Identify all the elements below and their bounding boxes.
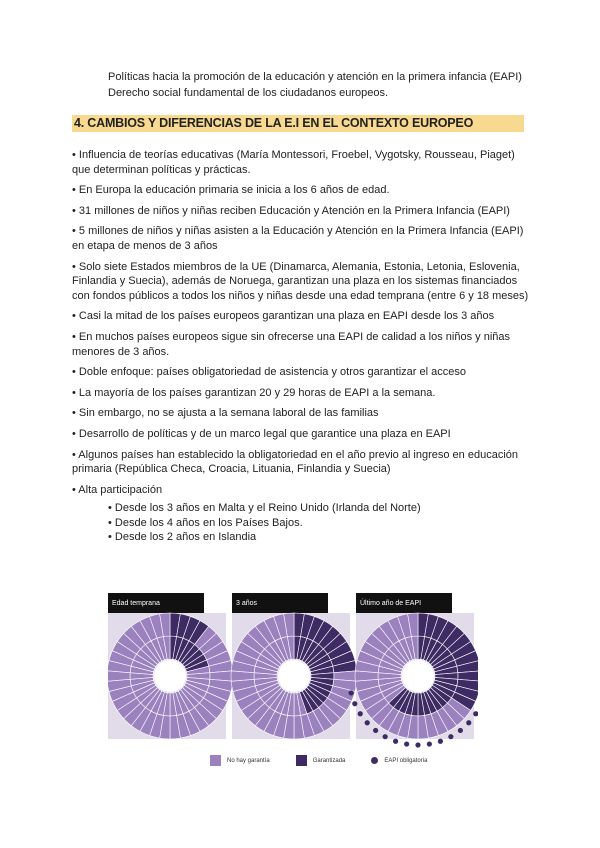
compulsory-dot [393,739,398,744]
legend-swatch-light [210,755,221,766]
legend-item-guaranteed [296,755,346,766]
legend-label: Garantizada [312,757,346,764]
compulsory-dot [448,734,453,739]
compulsory-dot [349,690,354,695]
compulsory-dot [383,734,388,739]
section-heading: 4. CAMBIOS Y DIFERENCIAS DE LA E.I EN EL CONTEXTO EUROPEO [72,115,524,132]
bullet-item: • Casi la mitad de los países europeos garantizan una plaza en EAPI desde los 3 años [72,310,495,323]
bullet-item: • En Europa la educación primaria se inicia a los 6 años de edad. [72,184,390,197]
legend-label: No hay garantía [227,757,270,764]
bullet-item: • Influencia de teorías educativas (María Montessori, Froebel, Vygotsky, Rousseau, Piaget) que determinan políticas y prácticas. [72,149,515,176]
wheel-panel-2 [231,593,357,739]
intro-line-2: Derecho social fundamental de los ciudadanos europeos. [108,86,389,99]
bullet-item: • Algunos países han establecido la obligatoriedad en el año previo al ingreso en educación primaria (República Checa, Croacia, Lituania, Finlandia y Suecia) [72,448,518,476]
panel-title: Último año de EAPI [360,600,422,607]
compulsory-dot [358,711,363,716]
compulsory-dot [415,742,420,747]
legend-dot [371,757,378,764]
compulsory-dot [365,720,370,725]
eapi-wheel-charts [108,590,478,770]
chart-legend [210,755,453,766]
panel-title: Edad temprana [112,600,160,607]
legend-swatch-dark [296,755,307,766]
bullet-item: • Doble enfoque: países obligatoriedad de asistencia y otros garantizar el acceso [72,366,466,379]
bullet-item: • 5 millones de niños y niñas asisten a la Educación y Atención en la Primera Infancia (EAPI) en etapa de menos de 3 años [72,225,524,252]
bullet-item: • En muchos países europeos sigue sin ofrecerse una EAPI de calidad a los niños y niñas menores de 3 años. [72,330,510,358]
legend-item-compulsory [371,757,427,764]
legend-item-no-guarantee [210,755,270,766]
compulsory-dot [404,741,409,746]
bullet-item: • Alta participación [72,483,163,496]
intro-line-1: Políticas hacia la promoción de la educación y atención en la primera infancia (EAPI) [108,71,522,83]
bullet-list [72,148,532,545]
panel-title: 3 años [236,600,258,607]
bullet-item: • Desarrollo de políticas y de un marco legal que garantice una plaza en EAPI [72,427,451,440]
wheel-center [278,660,310,692]
wheel-center [402,660,434,692]
sub-bullet-list [108,501,532,545]
sub-bullet-item: • Desde los 2 años en Islandia [108,531,257,544]
wheel-center [154,660,186,692]
compulsory-dot [466,720,471,725]
compulsory-dot [373,728,378,733]
sub-bullet-item: • Desde los 4 años en los Países Bajos. [108,516,303,529]
bullet-item: • Solo siete Estados miembros de la UE (Dinamarca, Alemania, Estonia, Letonia, Eslovenia, Finlandia y Suecia), además de Noruega, garantizan una plaza en los sistemas financiados con fondos públicos a todos los niños y niñas desde una edad temprana (entre 6 y 18 meses) [72,260,529,302]
bullet-item: • 31 millones de niños y niñas reciben Educación y Atención en la Primera Infancia (EAPI) [72,204,510,217]
compulsory-dot [438,739,443,744]
legend-label: EAPI obligatoria [384,757,428,764]
bullet-item: • La mayoría de los países garantizan 20 y 29 horas de EAPI a la semana. [72,386,436,399]
sub-bullet-item: • Desde los 3 años en Malta y el Reino Unido (Irlanda del Norte) [108,502,421,515]
intro-text [108,70,522,101]
compulsory-dot [458,728,463,733]
compulsory-dot [427,741,432,746]
wheel-panel-3 [349,593,478,748]
compulsory-dot [352,701,357,706]
wheel-panel-1 [108,593,233,739]
bullet-item: • Sin embargo, no se ajusta a la semana laboral de las familias [72,407,379,420]
